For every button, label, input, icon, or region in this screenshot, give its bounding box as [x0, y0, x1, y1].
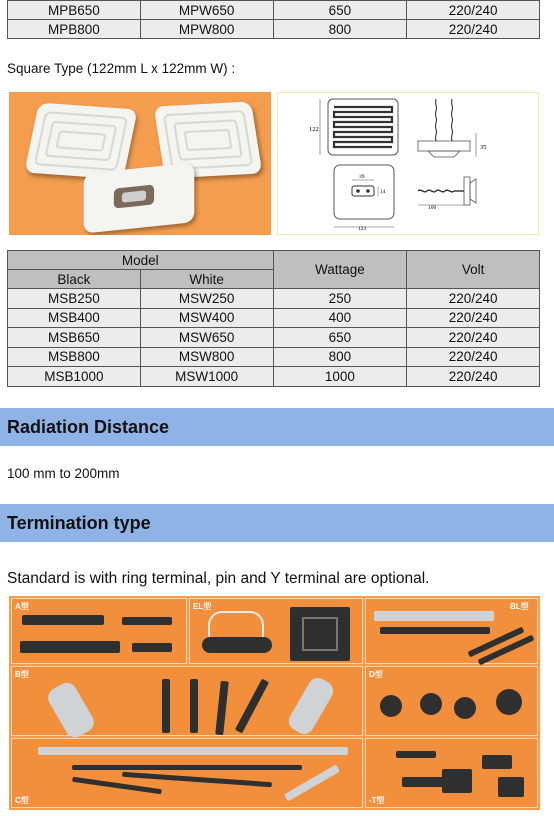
table-cell: MPB650 [8, 1, 141, 20]
height-dimension-label: 122 [309, 126, 319, 133]
square-model-table [7, 250, 540, 387]
table-cell: 800 [273, 20, 407, 39]
table-cell: MSB400 [8, 308, 141, 328]
radiation-distance-heading: Radiation Distance [0, 408, 554, 446]
table-cell: 250 [273, 289, 407, 309]
type-b-panel [11, 666, 363, 736]
table-row [8, 1, 540, 20]
type-el-label: EL型 [193, 602, 212, 611]
table-cell: MSB800 [8, 347, 141, 367]
table-cell: MSW650 [140, 328, 273, 348]
header-black: Black [8, 270, 141, 289]
table-row [8, 367, 540, 387]
depth-dimension-label: 35 [480, 144, 487, 151]
table-cell: 650 [273, 1, 407, 20]
ceramic-heater-back-image [84, 162, 195, 233]
header-volt: Volt [407, 251, 540, 289]
slot-width-label: 39 [359, 174, 365, 180]
table-cell: MSW250 [140, 289, 273, 309]
table-cell: 220/240 [407, 367, 540, 387]
type-el-panel [189, 598, 363, 664]
dimension-drawing [278, 93, 540, 236]
table-cell: 800 [273, 347, 407, 367]
table-cell: 220/240 [407, 328, 540, 348]
termination-types-photo [9, 596, 540, 810]
table-cell: MPW800 [140, 20, 273, 39]
table-cell: 400 [273, 308, 407, 328]
table-cell: 1000 [273, 367, 407, 387]
type-t-label: -T型 [369, 796, 385, 805]
radiation-distance-text: 100 mm to 200mm [7, 466, 120, 481]
type-c-label: C型 [15, 796, 29, 805]
pin-length-label: 100 [428, 205, 437, 211]
table-row [8, 289, 540, 309]
ceramic-heater-image [24, 103, 137, 180]
square-heater-photo [9, 92, 271, 235]
type-b-label: B型 [15, 670, 29, 679]
table-cell: 220/240 [407, 308, 540, 328]
termination-type-text: Standard is with ring terminal, pin and Y terminal are optional. [7, 570, 430, 587]
table-cell: 220/240 [407, 289, 540, 309]
header-model: Model [8, 251, 274, 270]
type-bl-label: BL型 [510, 602, 529, 611]
type-a-label: A型 [15, 602, 29, 611]
table-cell: 220/240 [407, 1, 540, 20]
table-row [8, 20, 540, 39]
table-cell: 220/240 [407, 347, 540, 367]
header-wattage: Wattage [273, 251, 407, 289]
table-cell: MPB800 [8, 20, 141, 39]
type-a-panel [11, 598, 187, 664]
slot-height-label: 14 [380, 189, 386, 195]
type-t-panel [365, 738, 538, 808]
header-white: White [140, 270, 273, 289]
table-header-row [8, 251, 540, 270]
table-cell: MSB650 [8, 328, 141, 348]
type-d-panel [365, 666, 538, 736]
type-bl-panel [365, 598, 538, 664]
table-cell: MSW800 [140, 347, 273, 367]
width-dimension-label: 122 [358, 226, 367, 232]
square-heater-drawing [277, 92, 539, 235]
table-cell: MSW1000 [140, 367, 273, 387]
type-c-panel [11, 738, 363, 808]
table-row [8, 347, 540, 367]
type-d-label: D型 [369, 670, 383, 679]
table-cell: MPW650 [140, 1, 273, 20]
table-cell: MSB1000 [8, 367, 141, 387]
table-cell: 650 [273, 328, 407, 348]
square-type-caption: Square Type (122mm L x 122mm W) : [7, 61, 236, 76]
termination-type-heading: Termination type [0, 504, 554, 542]
table-row [8, 308, 540, 328]
table-cell: MSW400 [140, 308, 273, 328]
table-cell: MSB250 [8, 289, 141, 309]
top-spec-table [7, 0, 540, 39]
table-row [8, 328, 540, 348]
table-cell: 220/240 [407, 20, 540, 39]
